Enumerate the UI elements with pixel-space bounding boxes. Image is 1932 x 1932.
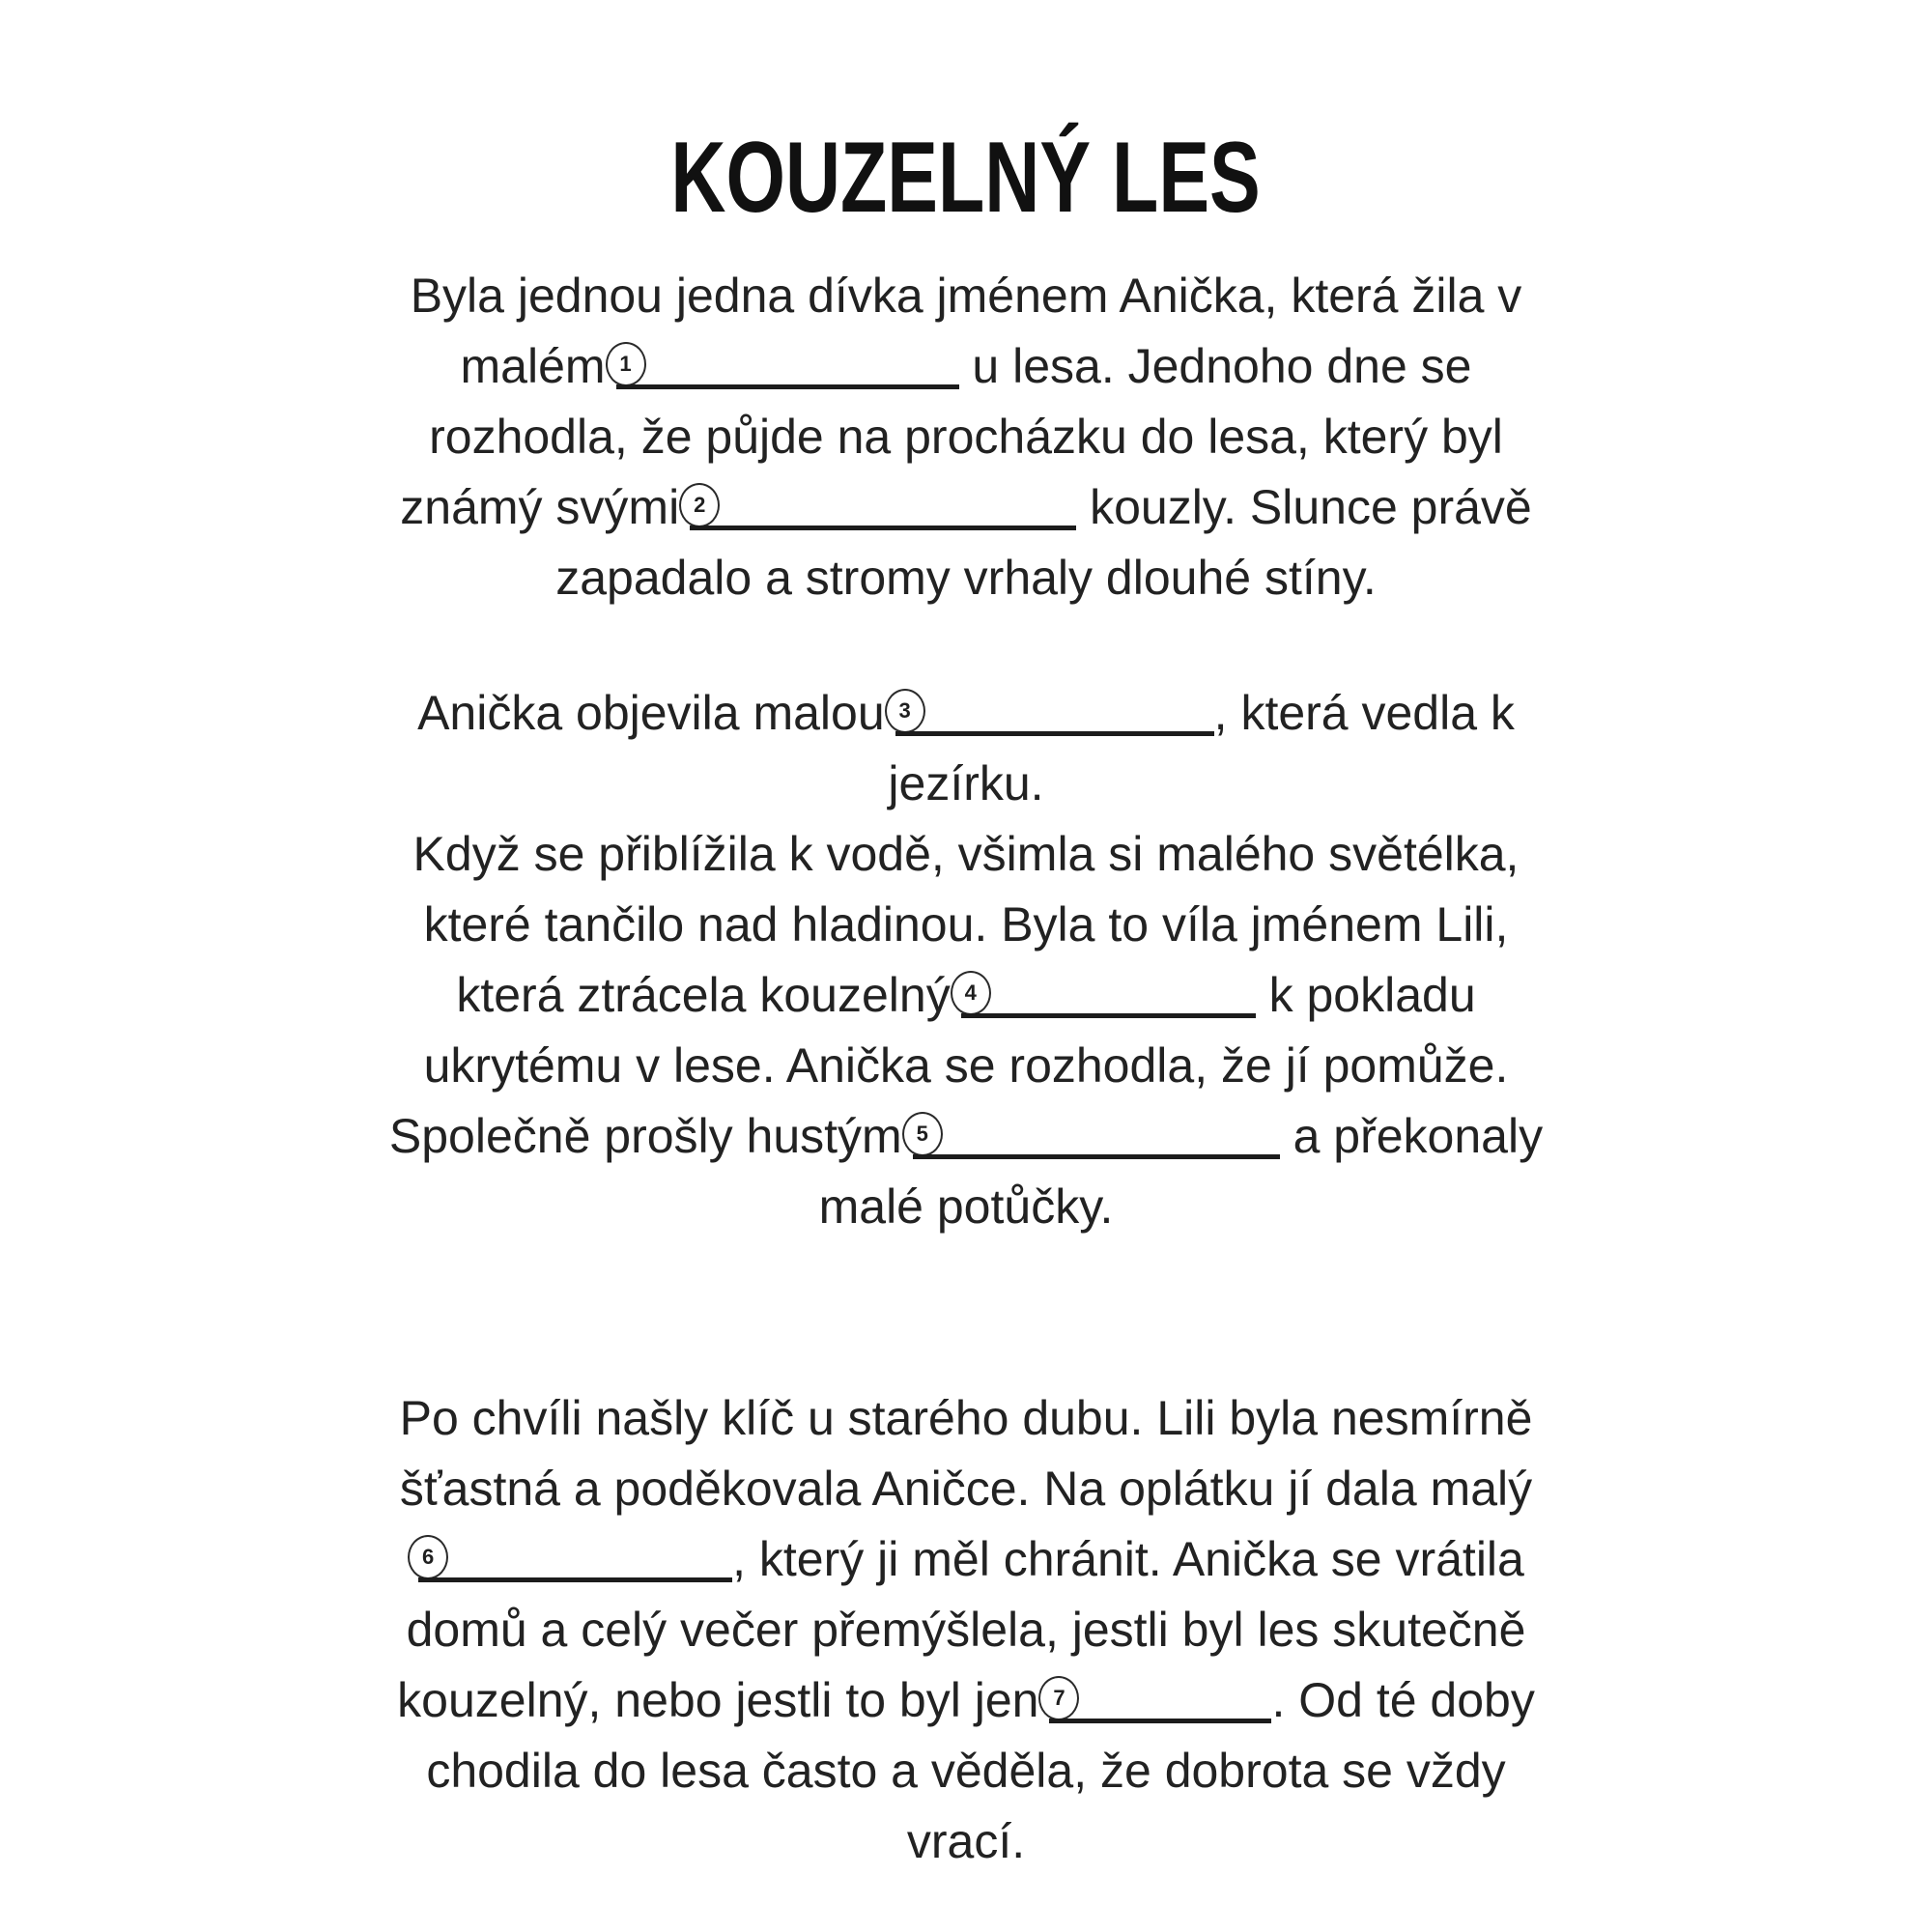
story-line xyxy=(242,543,1690,613)
title-row xyxy=(0,0,1932,232)
story-text: k pokladu xyxy=(1255,968,1476,1022)
story-line xyxy=(242,1454,1690,1524)
story-text: šťastná a poděkovala Aničce. Na oplátku jí dala malý xyxy=(399,1462,1533,1516)
story-text: kouzelný, nebo jestli to byl jen xyxy=(397,1673,1039,1727)
story-text: známý svými xyxy=(400,480,680,534)
blank-underline xyxy=(913,1150,1280,1159)
story-text: domů a celý večer přemýšlela, jestli byl les skutečně xyxy=(406,1603,1526,1657)
blank-underline xyxy=(895,726,1214,736)
blank-number-badge: 3 xyxy=(885,689,925,733)
story-line xyxy=(242,1736,1690,1806)
story-text: vrací. xyxy=(906,1814,1026,1868)
paragraph xyxy=(242,678,1690,1242)
story xyxy=(242,261,1690,1877)
story-text: malé potůčky. xyxy=(818,1179,1114,1234)
story-text: Anička objevila malou xyxy=(417,686,885,740)
story-text: Když se přiblížila k vodě, všimla si malého světélka, xyxy=(412,827,1520,881)
story-line xyxy=(242,678,1690,749)
story-line xyxy=(242,1595,1690,1665)
story-line xyxy=(242,1101,1690,1172)
story-line xyxy=(242,261,1690,331)
story-text: jezírku. xyxy=(888,756,1044,810)
story-line xyxy=(242,1524,1690,1595)
story-line xyxy=(242,960,1690,1031)
story-line xyxy=(242,819,1690,890)
story-text: Byla jednou jedna dívka jménem Anička, která žila v xyxy=(410,269,1522,323)
blank-number-badge: 1 xyxy=(606,342,646,386)
blank-number-badge: 5 xyxy=(902,1112,943,1156)
story-text: malém xyxy=(460,339,606,393)
blank-number-badge: 6 xyxy=(408,1535,448,1579)
story-text: Po chvíli našly klíč u starého dubu. Lili byla nesmírně xyxy=(399,1391,1533,1445)
story-line xyxy=(242,890,1690,960)
story-line xyxy=(242,472,1690,543)
story-text: , který ji měl chránit. Anička se vrátila xyxy=(732,1532,1524,1586)
story-line xyxy=(242,1172,1690,1242)
story-text: Společně prošly hustým xyxy=(388,1109,902,1163)
story-text: u lesa. Jednoho dne se xyxy=(958,339,1472,393)
blank-number-badge: 7 xyxy=(1038,1676,1079,1720)
blank-number-badge: 4 xyxy=(951,971,991,1015)
story-text: chodila do lesa často a věděla, že dobrota se vždy xyxy=(426,1744,1506,1798)
story-text: zapadalo a stromy vrhaly dlouhé stíny. xyxy=(555,551,1377,605)
story-line xyxy=(242,331,1690,402)
story-text: rozhodla, že půjde na procházku do lesa, který byl xyxy=(429,410,1503,464)
story-text: ukrytému v lese. Anička se rozhodla, že jí pomůže. xyxy=(423,1038,1509,1093)
paragraph xyxy=(242,1383,1690,1877)
story-line xyxy=(242,1383,1690,1454)
blank-underline xyxy=(690,521,1076,530)
blank-number-badge: 2 xyxy=(679,483,720,527)
story-text: a překonaly xyxy=(1279,1109,1544,1163)
blank-underline xyxy=(961,1009,1256,1018)
blank-underline xyxy=(1049,1714,1271,1723)
story-text: , která vedla k xyxy=(1213,686,1515,740)
story-line xyxy=(242,1806,1690,1877)
story-text: které tančilo nad hladinou. Byla to víla jménem Lili, xyxy=(423,897,1509,952)
story-text: kouzly. Slunce právě xyxy=(1076,480,1532,534)
story-line xyxy=(242,1665,1690,1736)
story-text: . Od té doby xyxy=(1271,1673,1535,1727)
story-text: která ztrácela kouzelný xyxy=(456,968,951,1022)
story-line xyxy=(242,402,1690,472)
story-line xyxy=(242,1031,1690,1101)
blank-underline xyxy=(418,1573,732,1582)
story-line xyxy=(242,749,1690,819)
paragraph xyxy=(242,261,1690,613)
page-title: KOUZELNÝ LES xyxy=(670,122,1262,234)
blank-underline xyxy=(616,380,959,389)
